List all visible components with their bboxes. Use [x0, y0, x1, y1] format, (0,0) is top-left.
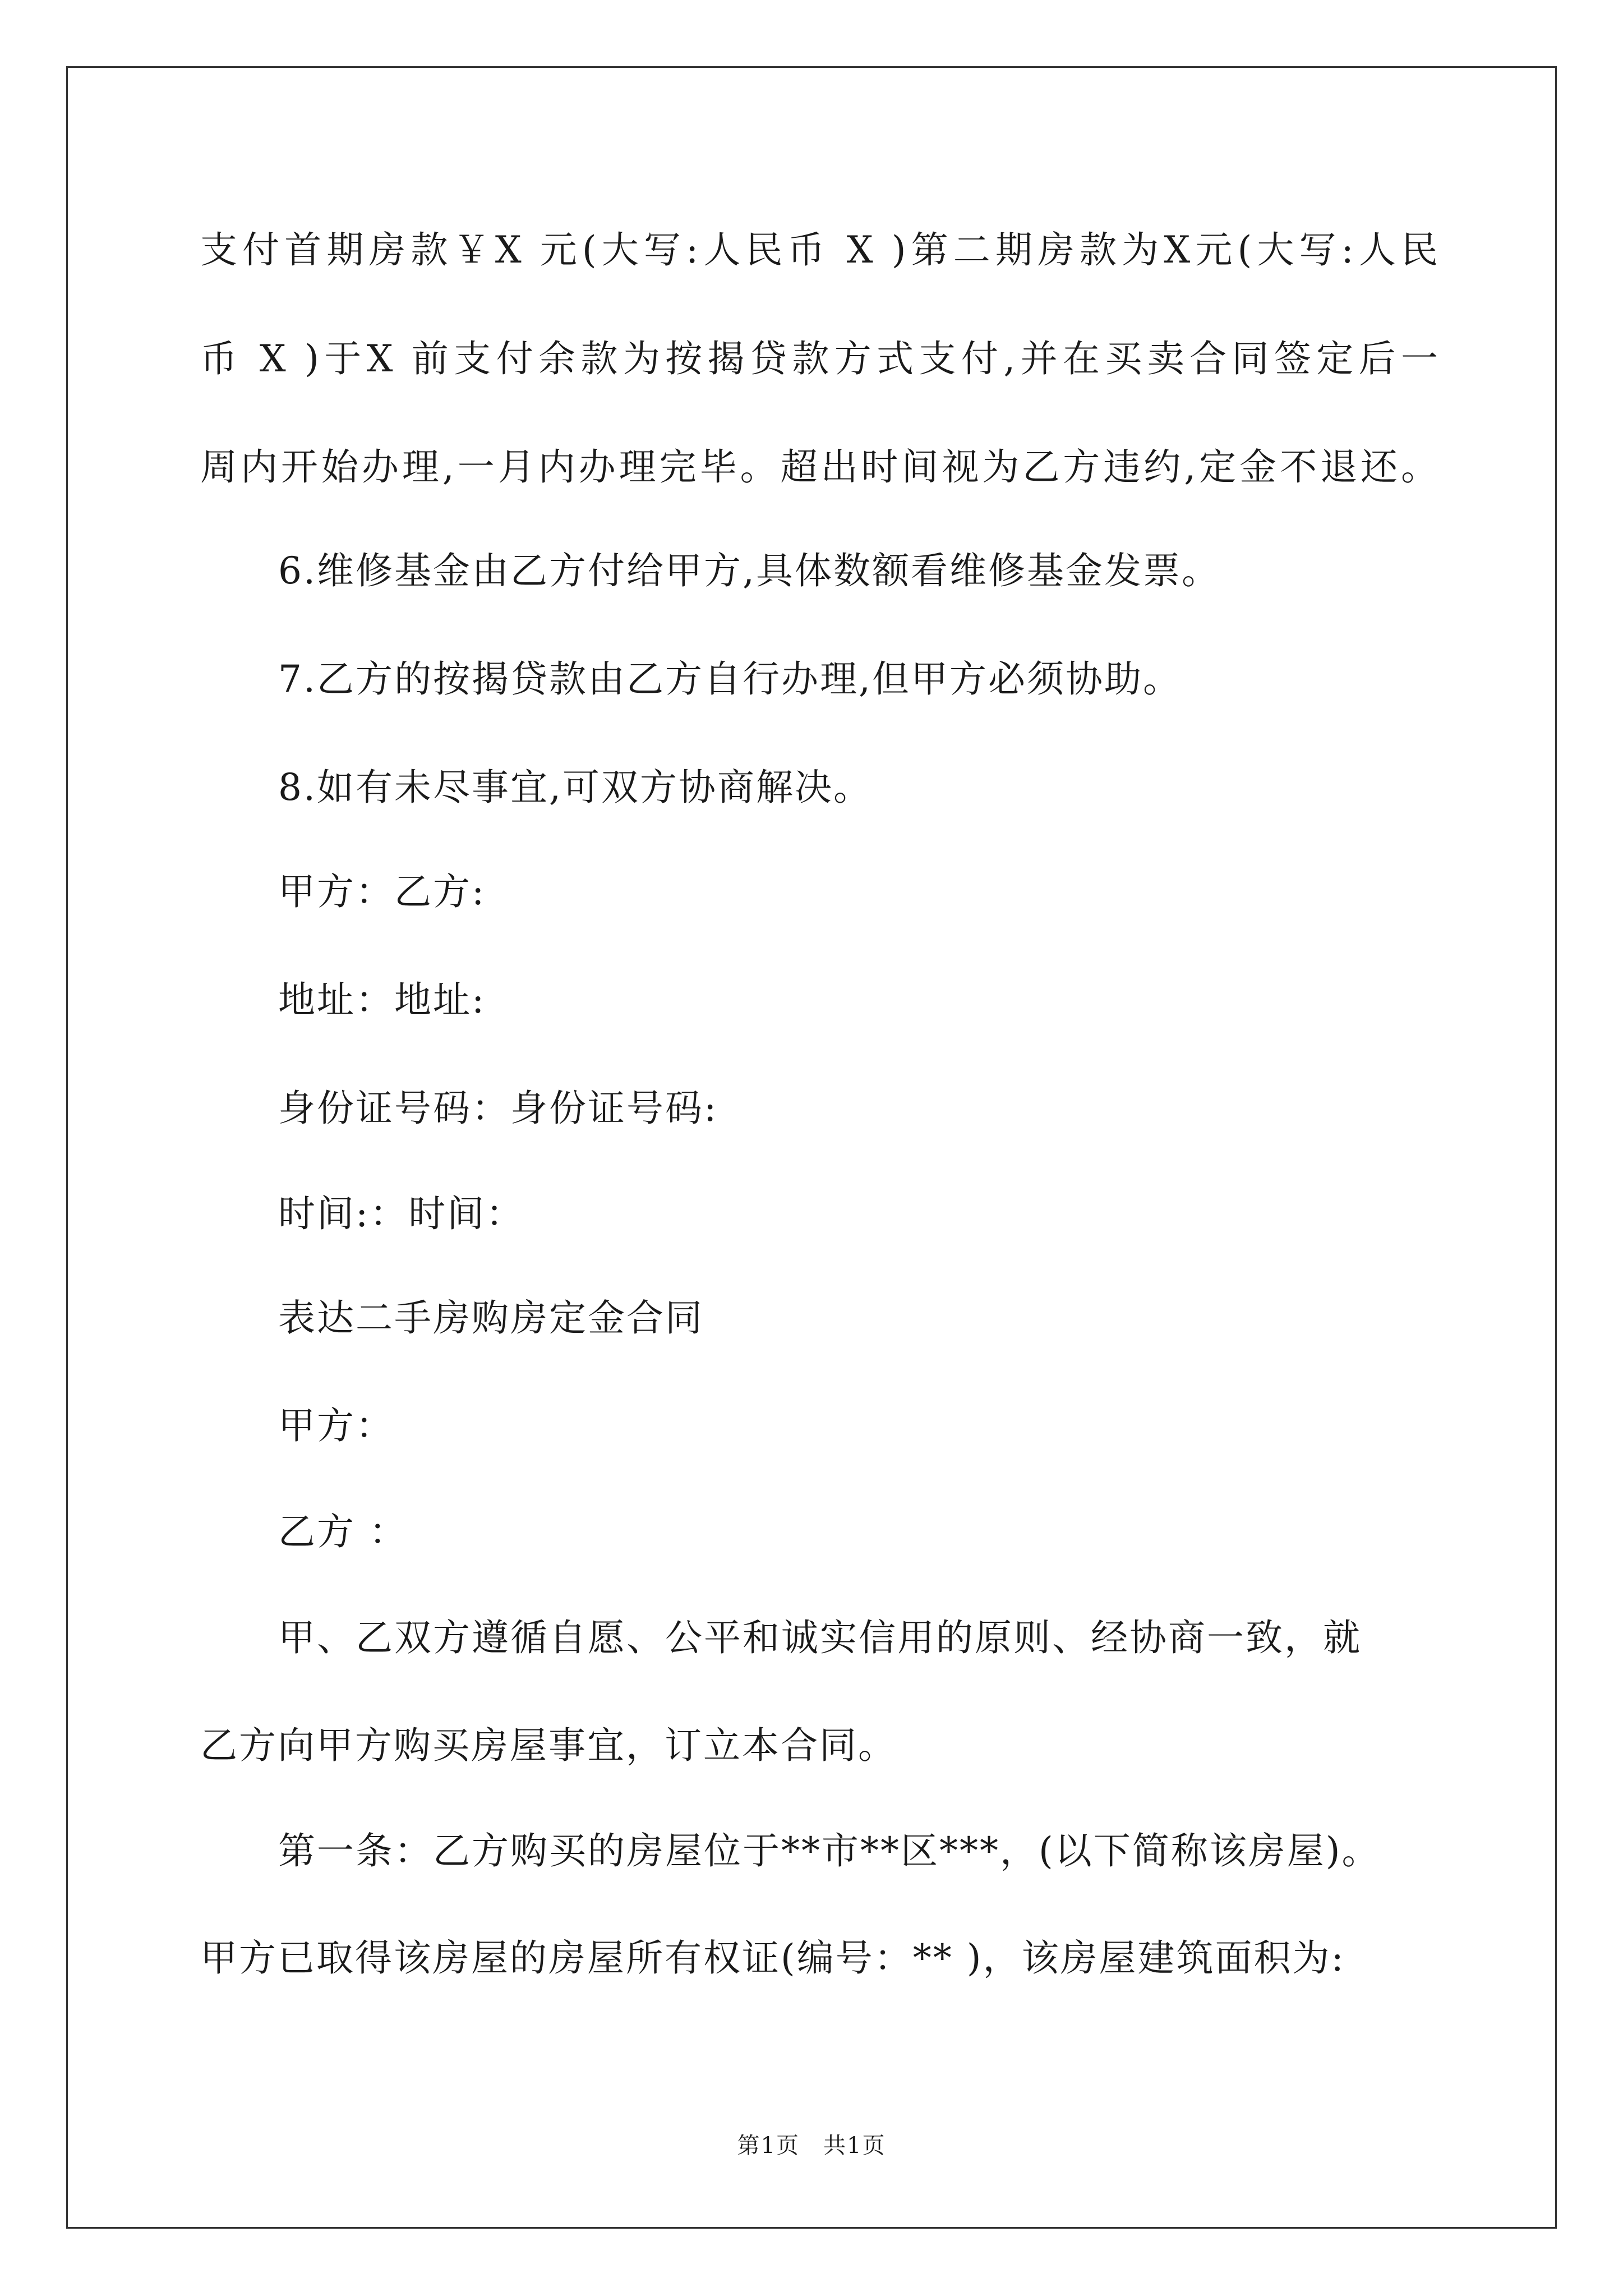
signature-party-label: 甲方：乙方:	[278, 870, 486, 913]
party-b-label: 乙方 ：	[278, 1510, 408, 1553]
article-1-line-2: 甲方已取得该房屋的房屋所有权证(编号：** )，该房屋建筑面积为:	[200, 1936, 1345, 1980]
text-line-processing-period: 周内开始办理,一月内办理完毕。超出时间视为乙方违约,定金不退还。	[200, 445, 1440, 489]
clause-6: 6.维修基金由乙方付给甲方,具体数额看维修基金发票。	[278, 549, 1220, 592]
text-line-balance-payment: 币 X )于X 前支付余款为按揭贷款方式支付,并在买卖合同签定后一	[200, 337, 1440, 380]
signature-id-label: 身份证号码：身份证号码:	[278, 1087, 718, 1130]
page-border	[66, 66, 1557, 2229]
clause-7: 7.乙方的按揭贷款由乙方自行办理,但甲方必须协助。	[278, 657, 1182, 701]
party-a-label: 甲方：	[278, 1404, 394, 1447]
signature-time-label: 时间:：时间：	[278, 1192, 525, 1235]
contract-title: 表达二手房购房定金合同	[278, 1296, 704, 1340]
signature-address-label: 地址：地址:	[278, 978, 486, 1022]
article-1-line-1: 第一条：乙方购买的房屋位于**市**区***，(以下简称该房屋)。	[278, 1829, 1381, 1872]
preamble-line-2: 乙方向甲方购买房屋事宜，订立本合同。	[200, 1724, 897, 1767]
preamble-line-1: 甲、乙双方遵循自愿、公平和诚实信用的原则、经协商一致，就	[278, 1616, 1362, 1659]
page-number-footer: 第1页 共1页	[737, 2133, 886, 2159]
text-line-down-payment: 支付首期房款￥X 元(大写:人民币 X )第二期房款为X元(大写:人民	[200, 228, 1440, 272]
clause-8: 8.如有未尽事宜,可双方协商解决。	[278, 766, 872, 809]
